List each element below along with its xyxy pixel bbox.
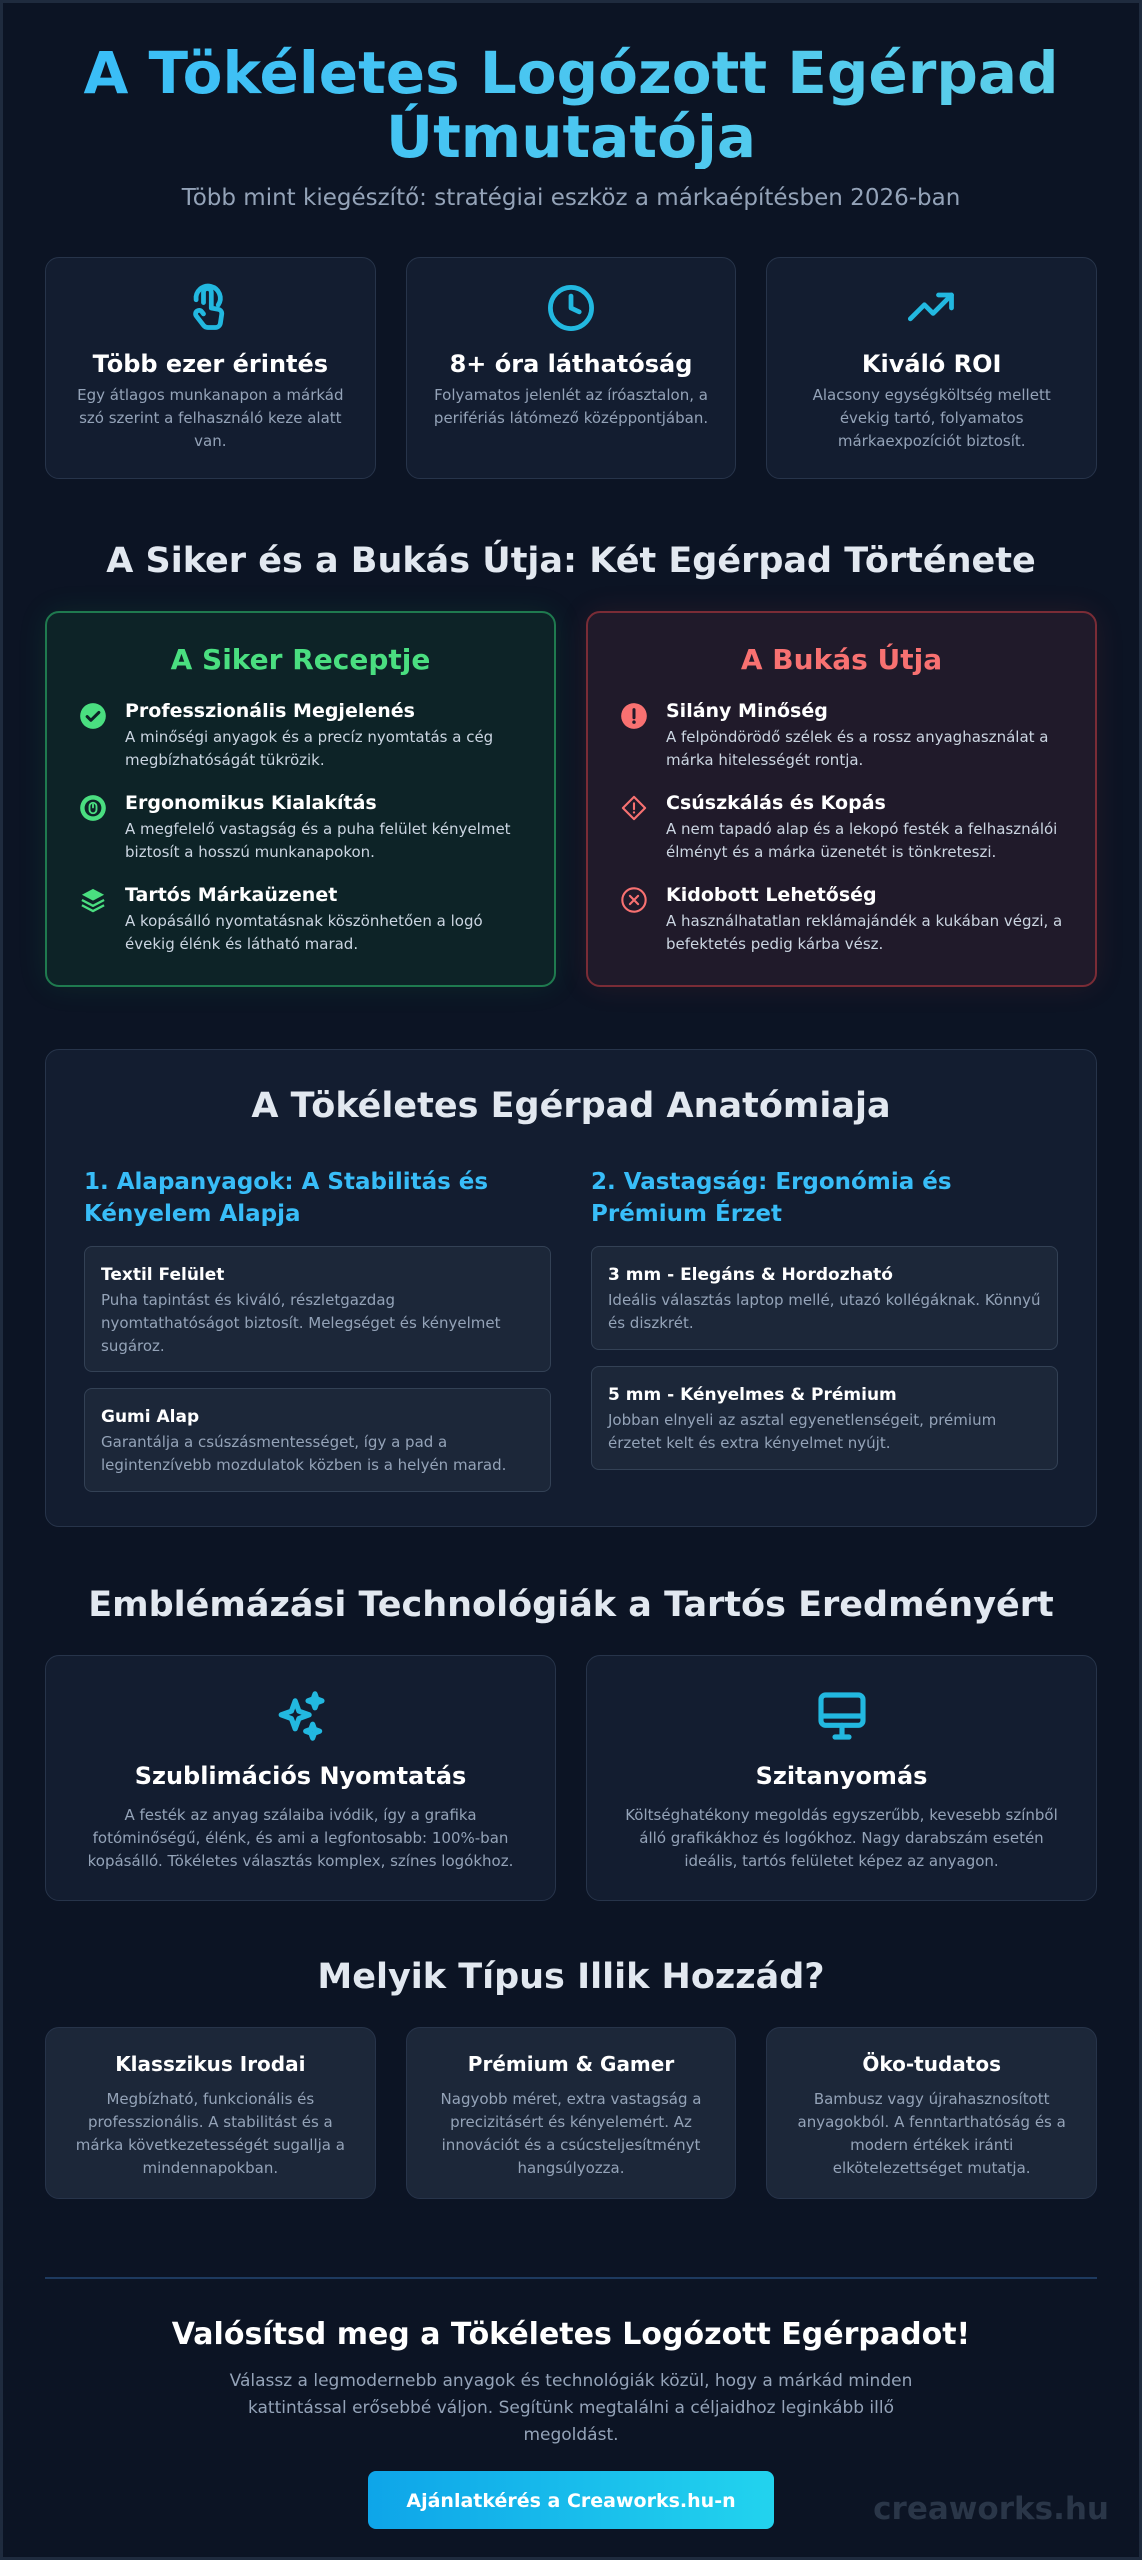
success-title: A Siker Receptje [170, 643, 431, 676]
item-text: A minőségi anyagok és a precíz nyomtatás a cég megbízhatóságát tükrözik. [125, 728, 494, 769]
quote-request-button[interactable]: Ajánlatkérés a Creaworks.hu-n [368, 2471, 774, 2529]
thickness-card [591, 1246, 1058, 1350]
stat-card-roi [766, 257, 1097, 479]
list-item [620, 884, 1063, 956]
material-card [84, 1388, 551, 1492]
sparkles-icon [273, 1688, 329, 1744]
stat-card-visibility [406, 257, 737, 479]
warning-diamond-icon [620, 794, 648, 822]
types-row [45, 2027, 1097, 2199]
touch-icon [184, 282, 236, 334]
item-text: A megfelelő vastagság és a puha felület kényelmet biztosít a hosszú munkanapokon. [125, 820, 511, 861]
tech-card-text: Költséghatékony megoldás egyszerűbb, kevesebb színből álló grafikákhoz és logókhoz. Nagy darabszám esetén ideális, tartós felületet képez az anyagon. [625, 1806, 1058, 1870]
cta-text: Válassz a legmodernebb anyagok és technológiák közül, hogy a márkád minden kattintással erősebbé váljon. Segítünk megtalálni a céljaidhoz leginkább illő megoldást. [229, 2371, 913, 2445]
thickness-card [591, 1366, 1058, 1470]
clock-icon [545, 282, 597, 334]
item-text: A nem tapadó alap és a lekopó festék a felhasználói élményt és a márka üzenetét is tönkreteszi. [666, 820, 1058, 861]
type-card-title: Öko-tudatos [862, 2052, 1001, 2076]
stat-title: Több ezer érintés [92, 350, 329, 378]
material-text: Garantálja a csúszásmentességet, így a pad a legintenzívebb mozdulatok közben is a helyén marad. [101, 1433, 507, 1474]
thickness-title: 3 mm - Elegáns & Hordozható [608, 1265, 893, 1285]
tech-card-title: Szublimációs Nyomtatás [134, 1762, 467, 1790]
watermark: creaworks.hu [873, 2491, 1109, 2527]
type-card-title: Prémium & Gamer [467, 2052, 675, 2076]
mouse-icon [79, 794, 107, 822]
types-title: Melyik Típus Illik Hozzád? [317, 1957, 825, 1997]
stat-text: Egy átlagos munkanapon a márkád szó szerint a felhasználó keze alatt van. [77, 386, 344, 450]
page-subtitle: Több mint kiegészítő: stratégiai eszköz a márkaépítésben 2026-ban [181, 185, 961, 211]
material-card [84, 1246, 551, 1372]
material-title: Textil Felület [101, 1265, 225, 1285]
list-item [620, 792, 1063, 864]
thickness-title: 5 mm - Kényelmes & Prémium [608, 1385, 897, 1405]
stat-title: Kiváló ROI [861, 350, 1002, 378]
tech-card-sublimation [45, 1655, 556, 1901]
item-text: A használhatatlan reklámajándék a kukában végzi, a befektetés pedig kárba vész. [666, 912, 1063, 953]
success-panel [45, 611, 556, 987]
tech-card-screenprint [586, 1655, 1097, 1901]
type-card-text: Bambusz vagy újrahasznosított anyagokból. A fenntarthatóság és a modern értékek iránti elkötelezettséget mutatja. [797, 2090, 1066, 2177]
failure-panel [586, 611, 1097, 987]
materials-column [84, 1166, 551, 1508]
material-text: Puha tapintást és kiváló, részletgazdag nyomtathatóságot biztosít. Melegséget és kényelmet sugároz. [101, 1291, 501, 1355]
stats-row [45, 257, 1097, 479]
hero [45, 3, 1097, 211]
trending-up-icon [906, 282, 958, 334]
content [3, 3, 1139, 2529]
stat-card-touches [45, 257, 376, 479]
item-text: A felpöndörödő szélek és a rossz anyaghasználat a márka hitelességét rontja. [666, 728, 1049, 769]
materials-heading: 1. Alapanyagok: A Stabilitás és Kényelem Alapja [84, 1169, 489, 1227]
type-card-eco [766, 2027, 1097, 2199]
item-title: Silány Minőség [666, 700, 828, 722]
cta-title: Valósítsd meg a Tökéletes Logózott Egérpadot! [171, 2317, 971, 2352]
thickness-heading: 2. Vastagság: Ergonómia és Prémium Érzet [591, 1169, 952, 1227]
type-card-text: Megbízható, funkcionális és professzionális. A stabilitást és a márka következetességét sugallja a mindennapokban. [75, 2090, 345, 2177]
alert-circle-icon [620, 702, 648, 730]
anatomy-title: A Tökéletes Egérpad Anatómiaja [251, 1086, 891, 1126]
tech-row [45, 1655, 1097, 1901]
comparison [45, 611, 1097, 987]
compare-title: A Siker és a Bukás Útja: Két Egérpad Története [106, 541, 1036, 581]
thickness-text: Jobban elnyeli az asztal egyenetlenségeit, prémium érzetet kelt és extra kényelmet nyújt. [608, 1411, 997, 1452]
tech-title: Emblémázási Technológiák a Tartós Eredményért [88, 1585, 1054, 1625]
x-circle-icon [620, 886, 648, 914]
anatomy-section [45, 1049, 1097, 1527]
item-title: Csúszkálás és Kopás [666, 792, 886, 814]
list-item [79, 884, 522, 956]
list-item [79, 792, 522, 864]
monitor-icon [814, 1688, 870, 1744]
item-text: A kopásálló nyomtatásnak köszönhetően a logó évekig élénk és látható marad. [125, 912, 483, 953]
type-card-classic [45, 2027, 376, 2199]
tech-card-title: Szitanyomás [755, 1762, 928, 1790]
list-item [79, 700, 522, 772]
check-circle-icon [79, 702, 107, 730]
page-title: A Tökéletes Logózott Egérpad Útmutatója [45, 41, 1097, 169]
type-card-premium [406, 2027, 737, 2199]
item-title: Tartós Márkaüzenet [125, 884, 338, 906]
type-card-title: Klasszikus Irodai [115, 2052, 306, 2076]
item-title: Professzionális Megjelenés [125, 700, 415, 722]
layers-icon [79, 886, 107, 914]
stat-text: Alacsony egységköltség mellett évekig tartó, folyamatos márkaexpozíciót biztosít. [812, 386, 1051, 450]
tech-card-text: A festék az anyag szálaiba ivódik, így a grafika fotóminőségű, élénk, és ami a legfontosabb: 100%-ban kopásálló. Tökéletes választás komplex, színes logókhoz. [87, 1806, 514, 1870]
list-item [620, 700, 1063, 772]
item-title: Ergonomikus Kialakítás [125, 792, 377, 814]
stat-text: Folyamatos jelenlét az íróasztalon, a perifériás látómező középpontjában. [433, 386, 709, 427]
material-title: Gumi Alap [101, 1407, 200, 1427]
thickness-column [591, 1166, 1058, 1508]
type-card-text: Nagyobb méret, extra vastagság a precizitásért és kényelemért. Az innovációt és a csúcsteljesítményt hangsúlyozza. [440, 2090, 702, 2177]
stat-title: 8+ óra láthatóság [449, 350, 693, 378]
item-title: Kidobott Lehetőség [666, 884, 877, 906]
thickness-text: Ideális választás laptop mellé, utazó kollégáknak. Könnyű és diszkrét. [608, 1291, 1041, 1332]
failure-title: A Bukás Útja [740, 643, 943, 676]
anatomy-columns [84, 1166, 1058, 1508]
